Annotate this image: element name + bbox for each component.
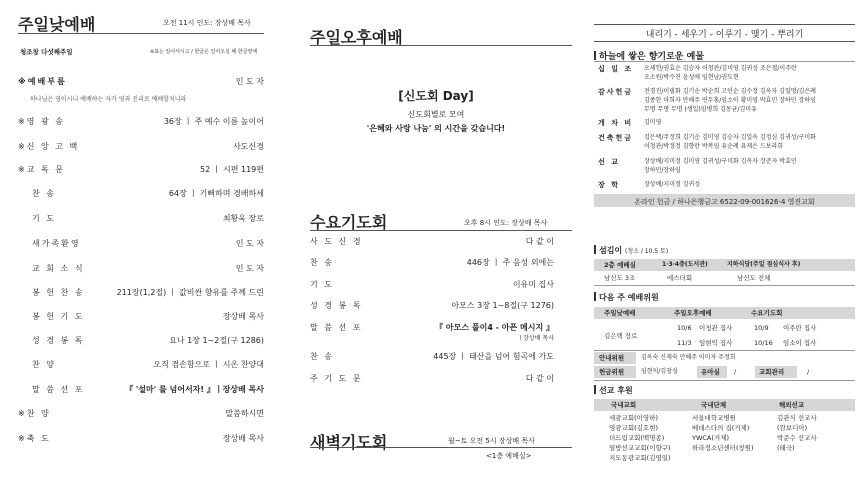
counting-label: 헌금위원 [599,368,625,376]
sunday-title: 주일낮예배 [18,15,96,34]
helpers-title-text: 섬김이 [599,246,623,255]
next-date: 10/9 [754,324,769,332]
divider [594,350,855,351]
next-date: 10/6 [677,324,692,332]
sunday-subtitle: 청조창 다섯째주일 [20,48,73,56]
row-label: 성 경 봉 독 [310,301,363,310]
prelude-verse: 하나님은 영이시니 예배하는 자가 영과 진리로 예배할지니라 [30,96,187,103]
row-label: 봉 헌 찬 송 [32,288,85,297]
row-label: ※신 앙 고 백 [18,142,80,151]
helpers-value: 에스더회 [667,274,693,282]
missions-title: 선교 후원 [594,385,633,396]
offering-names: 김종한 마희자 안해주 연두홍/임소이 황미영 박효민 장하민 장하임 [644,97,816,104]
mgmt-value: / [807,368,810,376]
row-value-speaker: ㅣ장상배 목사 [517,335,554,342]
divider [594,24,855,25]
row-label: ※찬 양 [18,409,51,418]
helpers-header: 2층 예배실 [604,261,636,269]
missions-header: 국내교회 [611,401,637,409]
row-label: ※영 광 송 [18,117,65,126]
next-header: 주일오후예배 [674,309,712,317]
offering-names: 장상배/지미정 김미영 김귀성/구미화 김옥자 장준자 박효민 [644,158,797,165]
row-value: 52 ㅣ 시편 119편 [200,165,264,174]
next-person: 임소이 집사 [783,339,817,347]
mission-church: 세광교회(이영하) [609,414,659,422]
sunday-time: 오전 11시 인도: 장상배 목사 [163,19,251,27]
row-label: 기 도 [310,280,334,289]
divider [310,447,572,448]
offering-names: 김미영 [644,119,662,126]
mission-overseas: 박준수 선교사 [777,434,817,442]
row-value: 446장 ㅣ 주 음성 외에는 [466,258,554,267]
next-committee-title: 다음 주 예배위원 [594,292,659,303]
mission-church: 더드림교회(백명종) [609,434,665,442]
row-value: 장상배 목사 [222,312,264,321]
guide-value: 김옥숙 신재숙 안혜주 이미자 주정희 [641,354,736,361]
mission-org: 하라정소년센터(창원) [692,444,754,452]
offering-type: 장 학 [598,181,620,189]
missions-header: 국내단체 [701,401,727,409]
row-value: 다 같 이 [525,237,554,246]
mission-org: 서울대학교병원 [692,414,736,422]
offering-type: 감사헌금 [598,88,634,96]
row-value: 『 아모스 풀이4 - 아픈 메시지 』 [435,323,554,332]
row-value: 211장(1,2절) ㅣ 값비싼 향유를 주께 드린 [116,288,264,297]
row-label: 성 경 봉 독 [32,336,85,345]
row-label: 찬 송 [310,258,334,267]
row-value: 오직 겸손함으로 ㅣ 시온 찬양대 [153,360,264,369]
offering-names: 장상배/지미정 김귀성 [644,181,701,188]
next-date: 10/16 [754,339,773,347]
offerings-column [589,0,860,481]
mission-church: 영광교회(김호현) [609,424,659,432]
row-value: 다 같 이 [525,374,554,383]
offering-type: 십 일 조 [598,65,634,73]
mgmt-label: 교회관리 [759,368,785,376]
next-header: 수요기도회 [751,309,783,317]
next-header: 주일낮예배 [604,309,636,317]
row-label: 사 도 신 경 [310,237,363,246]
offering-names: 전경진/이필화 김기순 박순희 고인순 김수정 김옥자 김일명/김은례 [644,88,816,95]
offering-names: 장하민/장하임 [644,167,681,174]
row-value: 최황욱 장로 [222,214,264,223]
offering-type: 선 교 [598,158,620,166]
helpers-value: 남신도 전체 [737,274,771,282]
row-label: 찬 송 [32,189,56,198]
helpers-header: 지하식당(주일 점심식사 후) [727,261,801,268]
afternoon-title: 주일오후예배 [310,28,403,47]
kids-value: / [734,368,737,376]
mission-church: 열방선교교회(이향구) [609,444,671,452]
mission-overseas: (태국) [777,444,795,452]
dawn-title: 새벽기도회 [310,433,388,452]
row-label: 말 씀 선 포 [310,323,363,332]
event-line-2: '은혜와 사랑 나눔' 의 시간을 갖습니다! [366,124,506,133]
offering-names: 오세헌/권효순 김승자 이청관/김미영 김귀성 조은철/이주란 [644,65,797,72]
row-value: 64장 ㅣ 기뻐하며 경배하세 [168,189,264,198]
row-value: 장상배 목사 [222,434,264,443]
row-label: ※예배부름 [18,77,67,86]
row-value: 36장 ㅣ 주 예수 이름 높이어 [163,117,264,126]
row-label: 찬 양 [32,360,56,369]
divider [18,33,264,34]
next-date: 11/3 [677,339,692,347]
row-label: ※교 독 문 [18,165,65,174]
next-elder: 김은택 장로 [604,332,638,340]
row-value: 445장 ㅣ 태산을 넘어 험곡에 가도 [433,352,554,361]
wednesday-title: 수요기도회 [310,213,388,232]
row-value: 사도신경 [233,142,264,151]
divider [594,285,855,286]
divider [594,41,855,42]
helpers-sub: (청소 / 10.5 토) [624,248,669,255]
offering-type: 개 차 비 [598,119,634,127]
row-value: 요나 1장 1~2절(구 1286) [169,336,264,345]
helpers-header: 1·3·4층(도서관) [662,261,708,268]
event-title: [신도회 Day] [398,89,474,103]
row-value: 인 도 자 [235,77,264,86]
row-label: 찬 송 [310,352,334,361]
counting-value: 임현익/김창심 [641,368,678,375]
sunday-worship-column [0,0,282,481]
afternoon-wednesday-column [300,0,572,481]
guide-label: 안내위원 [599,354,625,362]
row-label: 기 도 [32,214,56,223]
row-label: 주 기 도 문 [310,374,363,383]
row-label: 말 씀 선 포 [32,385,85,394]
divider [594,61,855,62]
dawn-time: 월~토 오전 5시 장상배 목사 [448,437,535,445]
divider [594,380,855,381]
next-person: 이청관 집사 [699,324,733,332]
row-value: 이유미 집사 [512,280,554,289]
row-label: 봉 헌 기 도 [32,312,85,321]
online-offering-account: 온라인 헌금 / 하나은행금고 6522-09-001626-4 영진교회 [634,198,815,206]
row-value: 인 도 자 [235,239,264,248]
offering-names: 무명 무명 무명 (생일)임병희 김동균/김미유 [644,106,757,113]
row-value: 『 '설마' 를 넘어서자! 』ㅣ장상배 목사 [125,385,264,394]
divider [310,230,572,231]
mission-org: YWCA(거제) [692,434,730,442]
offering-type: 건축헌금 [598,134,634,142]
event-line-1: 신도회별로 모여 [407,110,465,119]
offerings-title: 하늘에 쌓은 향기로운 예물 [594,49,704,62]
offering-names: 이청관/박정정 김향란 박복임 유순례 유재은 드보라희 [644,143,784,150]
mission-overseas: (캄보디아) [777,424,808,432]
row-label: ※축 도 [18,434,51,443]
offering-names: 김은택/주정희 김기순 김미영 김승자 김일옥 김정심 김귀성/구미화 [644,134,816,141]
mission-church: 지도동광교회(김영일) [609,454,671,462]
kids-label: 유아실 [701,368,720,376]
mission-org: 베데스다의 집(거제) [692,424,750,432]
row-label: 교 회 소 식 [32,264,85,273]
sunday-note: ※표는 일어서시고 / 한글은 일어오실 때 한글양에 [150,49,258,55]
row-value: 말씀하시면 [225,409,264,418]
divider [310,45,572,46]
row-value: 아모스 3장 1~8절(구 1276) [451,301,554,310]
helpers-title [594,245,668,256]
row-value: 인 도 자 [235,264,264,273]
row-label: 새가족환영 [32,239,81,248]
mission-overseas: 김관식 선교사 [777,414,817,422]
next-person: 임현익 집사 [699,339,733,347]
dawn-note: <1층 예배실> [486,452,532,460]
next-person: 이주란 집사 [783,324,817,332]
motto: 내리기 - 세우기 - 이루기 - 맺기 - 뿌리기 [645,30,804,40]
missions-header: 해외선교 [779,401,805,409]
helpers-value: 남신도 3조 [604,274,636,282]
wednesday-time: 오후 8시 인도: 장상배 목사 [464,219,548,227]
offering-names: 오소원/박수진 윤성애 임현남/권도현 [644,74,739,81]
